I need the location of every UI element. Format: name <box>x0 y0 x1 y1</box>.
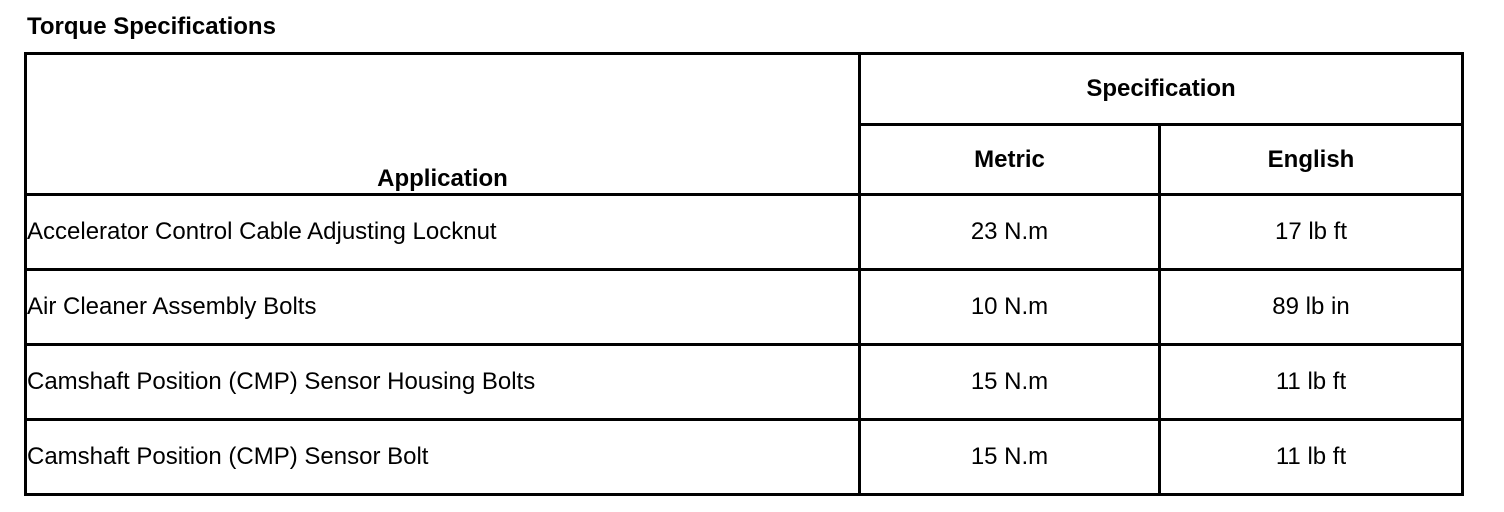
metric-cell: 15 N.m <box>860 345 1160 420</box>
application-cell: Accelerator Control Cable Adjusting Locknut <box>26 195 860 270</box>
metric-cell: 10 N.m <box>860 270 1160 345</box>
table-row <box>26 345 1463 420</box>
english-cell: 11 lb ft <box>1160 420 1463 495</box>
english-cell: 11 lb ft <box>1160 345 1463 420</box>
application-cell: Camshaft Position (CMP) Sensor Bolt <box>26 420 860 495</box>
specification-header: Specification <box>860 54 1463 125</box>
document-title: Torque Specifications <box>27 13 276 40</box>
application-cell: Air Cleaner Assembly Bolts <box>26 270 860 345</box>
metric-header: Metric <box>860 125 1160 195</box>
table-row <box>26 420 1463 495</box>
metric-cell: 23 N.m <box>860 195 1160 270</box>
table-row <box>26 195 1463 270</box>
torque-spec-table <box>24 52 1464 496</box>
table-row <box>26 270 1463 345</box>
metric-cell: 15 N.m <box>860 420 1160 495</box>
application-cell: Camshaft Position (CMP) Sensor Housing Bolts <box>26 345 860 420</box>
application-header: Application <box>26 54 860 195</box>
english-header: English <box>1160 125 1463 195</box>
header-row-top <box>26 54 1463 125</box>
english-cell: 89 lb in <box>1160 270 1463 345</box>
english-cell: 17 lb ft <box>1160 195 1463 270</box>
